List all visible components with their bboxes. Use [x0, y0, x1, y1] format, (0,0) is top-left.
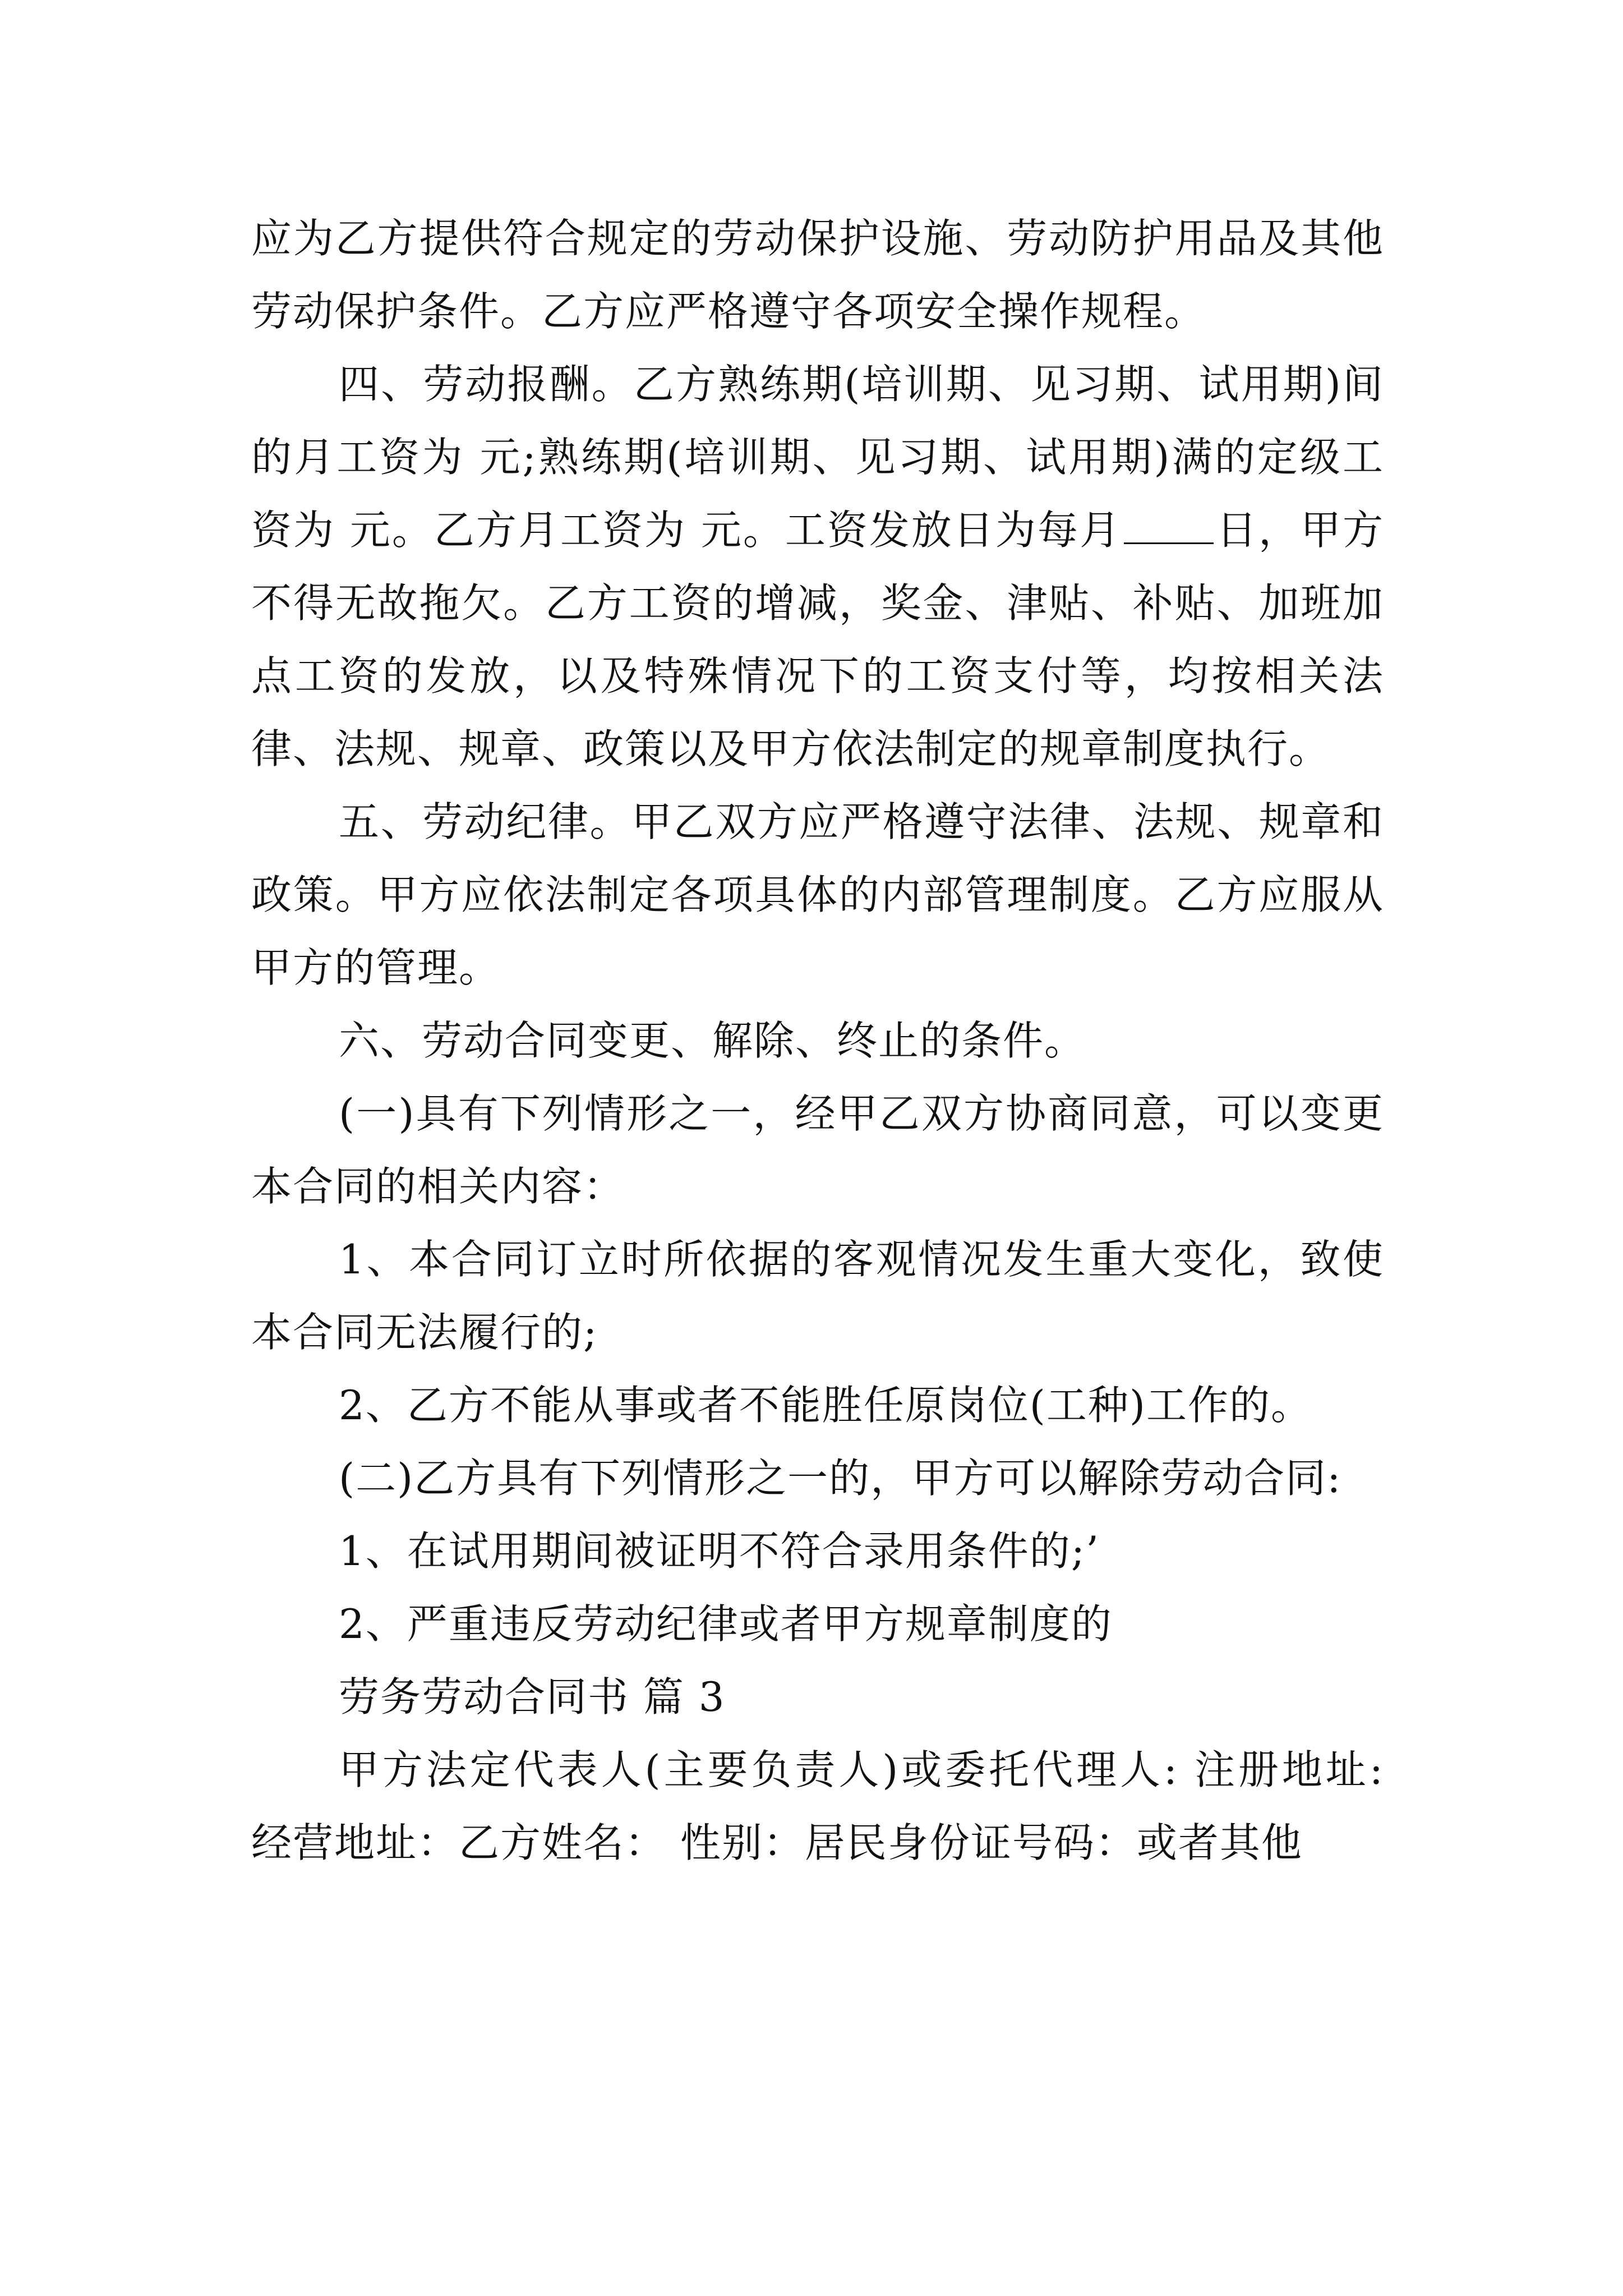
pay-day-blank — [1124, 510, 1214, 544]
document-body — [251, 202, 1384, 1879]
paragraph-clause-two: (二)乙方具有下列情形之一的，甲方可以解除劳动合同: — [339, 1455, 1342, 1502]
paragraph-party-information: 甲方法定代表人(主要负责人)或委托代理人: 注册地址: 经营地址：乙方姓名： 性别：居民身份证号码：或者其他 — [251, 1746, 1384, 1866]
paragraph-labor-discipline: 五、劳动纪律。甲乙双方应严格遵守法律、法规、规章和政策。甲方应依法制定各项具体的内部管理制度。乙方应服从甲方的管理。 — [251, 798, 1384, 991]
paragraph-labor-protection: 应为乙方提供符合规定的劳动保护设施、劳动防护用品及其他劳动保护条件。乙方应严格遵守各项安全操作规程。 — [251, 215, 1384, 335]
paragraph-item-1-objective-change: 1、本合同订立时所依据的客观情况发生重大变化，致使本合同无法履行的; — [251, 1236, 1384, 1356]
paragraph-item-2-unable-to-work: 2、乙方不能从事或者不能胜任原岗位(工种)工作的。 — [339, 1382, 1312, 1429]
paragraph-item-1-probation: 1、在试用期间被证明不符合录用条件的;’ — [339, 1527, 1100, 1575]
paragraph-labor-remuneration — [251, 348, 1384, 785]
paragraph-clause-one: (一)具有下列情形之一，经甲乙双方协商同意，可以变更本合同的相关内容： — [251, 1090, 1384, 1210]
paragraph-item-2-discipline-violation: 2、严重违反劳动纪律或者甲方规章制度的 — [339, 1600, 1113, 1648]
remuneration-text-part-1: 四、劳动报酬。乙方熟练期(培训期、见习期、试用期)间的月工资为 元;熟练期(培训期、见习期、试用期)满的定级工资为 元。乙方月工资为 元。工资发放日为每月 — [251, 361, 1384, 554]
paragraph-contract-change-conditions: 六、劳动合同变更、解除、终止的条件。 — [339, 1017, 1086, 1064]
remuneration-text-part-2: 日，甲方不得无故拖欠。乙方工资的增减，奖金、津贴、补贴、加班加点工资的发放，以及特殊情况下的工资支付等，均按相关法律、法规、规章、政策以及甲方依法制定的规章制度执行。 — [251, 507, 1384, 772]
section-heading-part-3: 劳务劳动合同书 篇 3 — [339, 1673, 726, 1720]
